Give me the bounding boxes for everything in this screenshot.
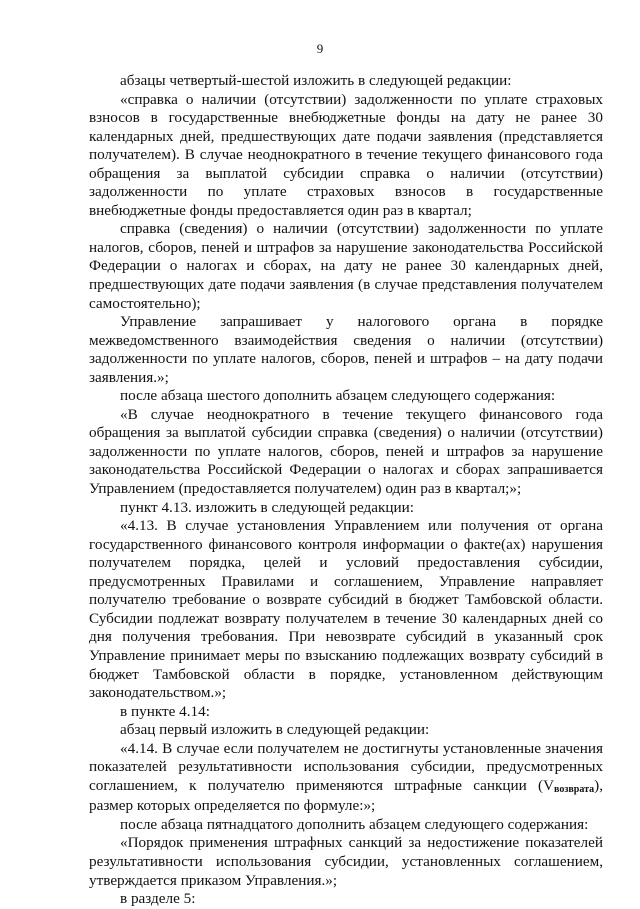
paragraph-7: пункт 4.13. изложить в следующей редакции: — [120, 498, 414, 516]
formula-text-after: ), размер которых определяется по формуле:»; — [89, 776, 607, 815]
paragraph-13: «Порядок применения штрафных санкций за недостижение показателей результативности использования субсидии, установленных соглашением, утверждается приказом Управления.»; — [89, 834, 607, 889]
paragraph-11-formula — [89, 739, 607, 816]
paragraph-14: в разделе 5: — [120, 890, 196, 908]
paragraph-3: справка (сведения) о наличии (отсутствии) задолженности по уплате налогов, сборов, пеней и штрафов за нарушение законодательства Российской Федерации о налогах и сборах, на дату не ранее 30 календарных дней, предшествующих дате подачи заявления (в случае представления получателем самостоятельно); — [89, 220, 607, 312]
formula-subscript: возврата — [554, 783, 595, 795]
document-body — [89, 72, 607, 909]
paragraph-9: в пункте 4.14: — [120, 702, 210, 720]
paragraph-12: после абзаца пятнадцатого дополнить абзацем следующего содержания: — [120, 815, 589, 833]
paragraph-2: «справка о наличии (отсутствии) задолженности по уплате страховых взносов в государственные внебюджетные фонды на дату не ранее 30 календарных дней, предшествующих дате подачи заявления (представляется получателем). В случае неоднократного в течение текущего финансового года обращения за выплатой субсидии справка о наличии (отсутствии) задолженности по уплате страховых взносов в государственные внебюджетные фонды предоставляется один раз в квартал; — [89, 90, 607, 219]
paragraph-8: «4.13. В случае установления Управлением или получения от органа государственного финансового контроля информации о факте(ах) нарушения получателем порядка, целей и условий предоставления субсидии, предусмотренных Правилами и соглашением, Управление направляет получателю требование о возврате субсидий в бюджет Тамбовской области. Субсидии подлежат возврату получателем в течение 30 календарных дней со дня получения требования. При невозврате субсидий в указанный срок Управление принимает меры по взысканию подлежащих возврату субсидий в бюджет Тамбовской области в порядке, установленном действующим законодательством.»; — [89, 517, 607, 702]
paragraph-1: абзацы четвертый-шестой изложить в следующей редакции: — [120, 72, 512, 89]
paragraph-4: Управление запрашивает у налогового органа в порядке межведомственного взаимодействия сведения о наличии (отсутствии) задолженности по уплате налогов, сборов, пеней и штрафов – на дату подачи заявления.»; — [89, 313, 607, 386]
paragraph-10: абзац первый изложить в следующей редакции: — [120, 721, 430, 739]
paragraph-6: «В случае неоднократного в течение текущего финансового года обращения за выплатой субсидии справка (сведения) о наличии (отсутствии) задолженности по уплате налогов, сборов, пеней и штрафов за нарушение законодательства Российской Федерации о налогах и сборах запрашивается Управлением (предоставляется получателем) один раз в квартал;»; — [89, 405, 607, 498]
formula-text-before: «4.14. В случае если получателем не достигнуты установленные значения показателей результативности использования субсидии, предусмотренных соглашением, к получателю применяются штрафные санкции (V — [89, 739, 607, 794]
page-number: 9 — [316, 41, 324, 56]
paragraph-5: после абзаца шестого дополнить абзацем следующего содержания: — [120, 387, 556, 405]
